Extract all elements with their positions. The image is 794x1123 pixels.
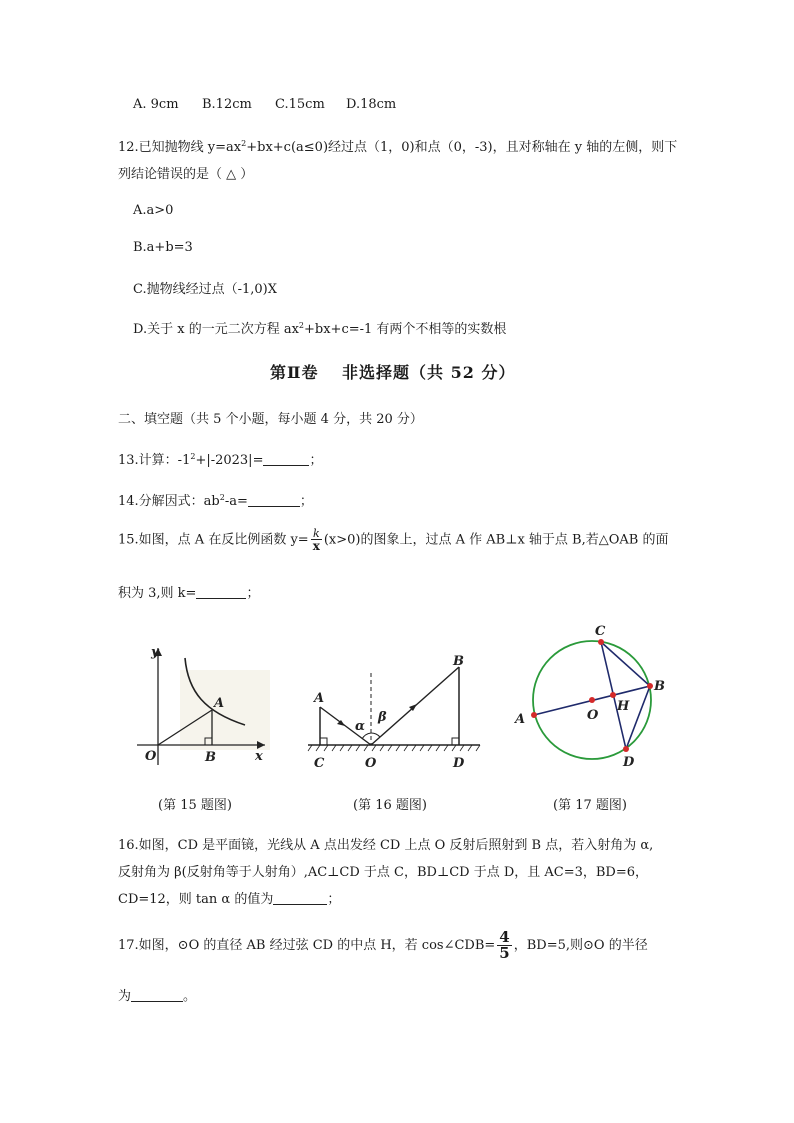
fig16-angle-beta-arc <box>371 733 380 737</box>
q16-line2: 反射角为 β(反射角等于人射角）,AC⊥CD 于点 C，BD⊥CD 于点 D，且 AC=3，BD=6， <box>118 865 649 880</box>
q17-line2: 为 。 <box>118 989 197 1004</box>
fig17-point-c <box>598 639 604 645</box>
fig15-shading <box>180 670 270 750</box>
q11-option-a: A. 9cm <box>133 97 179 112</box>
q15-fraction: $\frac{k}{x}$ <box>312 527 320 553</box>
fig17-label-c: C <box>595 624 606 639</box>
q11-option-b: B.12cm <box>202 97 252 112</box>
fig16-right-angle-d <box>452 738 459 745</box>
q11-option-d: D.18cm <box>346 97 397 112</box>
fig17-label-o: O <box>587 708 599 723</box>
q16-line3: CD=12，则 tan α 的值为 ； <box>118 892 341 907</box>
fig15-label-y: y <box>151 645 159 660</box>
fig17-point-d <box>623 746 629 752</box>
fig15-caption: (第 15 题图) <box>158 798 232 813</box>
fig17-label-h: H <box>617 699 630 714</box>
q14: 14.分解因式：$ab^2-a=$ ； <box>118 493 313 509</box>
fig17-label-b: B <box>654 679 665 694</box>
q12-option-c: C.抛物线经过点（-1,0)X <box>133 282 278 297</box>
q14-answer-blank <box>248 494 300 507</box>
figure-15 <box>125 640 275 770</box>
q15-line1: 15.如图，点 A 在反比例函数 y= $\frac{k}{x}$ (x>0)的图象上，过点 A 作 AB⊥x 轴于点 B,若△OAB 的面 <box>118 527 669 553</box>
fig16-label-c: C <box>314 756 325 771</box>
fig17-label-d: D <box>623 755 635 770</box>
q17-line1: 17.如图，⊙O 的直径 AB 经过弦 CD 的中点 H，若 cos∠CDB= $\frac{4}{5}$ ，BD=5,则⊙O 的半径 <box>118 928 648 962</box>
q12-option-a: A.a>0 <box>133 203 174 218</box>
fig17-point-h <box>610 692 616 698</box>
fig16-caption: (第 16 题图) <box>353 798 427 813</box>
q15-answer-blank <box>196 586 246 599</box>
fill-in-heading: 二、填空题（共 5 个小题，每小题 4 分，共 20 分） <box>118 412 423 427</box>
fig16-label-beta: β <box>378 710 387 725</box>
fig17-caption: (第 17 题图) <box>553 798 627 813</box>
q17-fraction: $\frac{4}{5}$ <box>499 928 510 962</box>
fig16-label-alpha: α <box>355 719 366 734</box>
fig15-label-o: O <box>145 749 157 764</box>
fig17-point-o <box>589 697 595 703</box>
fig15-label-x: x <box>255 749 263 764</box>
fig16-label-d: D <box>453 756 465 771</box>
figure-16 <box>300 645 485 775</box>
q17-answer-blank <box>131 989 183 1002</box>
fig16-label-a: A <box>314 691 325 706</box>
fig17-point-b <box>647 683 653 689</box>
fig17-point-a <box>531 712 537 718</box>
q16-answer-blank <box>273 892 327 905</box>
q13-answer-blank <box>263 453 309 466</box>
q12-option-d: D.关于 x 的一元二次方程 $ax^2+bx+c=-1$ 有两个不相等的实数根 <box>133 321 507 337</box>
fig15-label-a: A <box>214 696 225 711</box>
q12-line2: 列结论错误的是（ △ ） <box>118 167 254 182</box>
figure-17 <box>510 620 680 775</box>
fig16-label-o: O <box>365 756 377 771</box>
fig17-segment-db <box>626 686 650 749</box>
fig16-mirror-hatching <box>308 745 480 751</box>
q16-line1: 16.如图，CD 是平面镜，光线从 A 点出发经 CD 上点 O 反射后照射到 B 点，若入射角为 α, <box>118 838 654 853</box>
q12-option-b: B.a+b=3 <box>133 240 193 255</box>
fig16-label-b: B <box>453 654 464 669</box>
q13: 13.计算：$-1^2+|-2023|=$ ； <box>118 452 323 468</box>
fig17-label-a: A <box>515 712 526 727</box>
q15-line2: 积为 3,则 k= ； <box>118 586 260 601</box>
q11-option-c: C.15cm <box>275 97 325 112</box>
fig17-segment-cb <box>601 642 650 686</box>
q11-options <box>133 97 396 112</box>
q12-line1: 12.已知抛物线 $y=ax^2+bx+c(a\le 0)$经过点（1，0)和点（0，-3)，且对称轴在 y 轴的左侧，则下 <box>118 139 678 155</box>
fig16-right-angle-c <box>320 738 327 745</box>
section-title: 第Ⅱ卷 非选择题（共 52 分） <box>270 363 516 382</box>
fig15-label-b: B <box>205 750 216 765</box>
